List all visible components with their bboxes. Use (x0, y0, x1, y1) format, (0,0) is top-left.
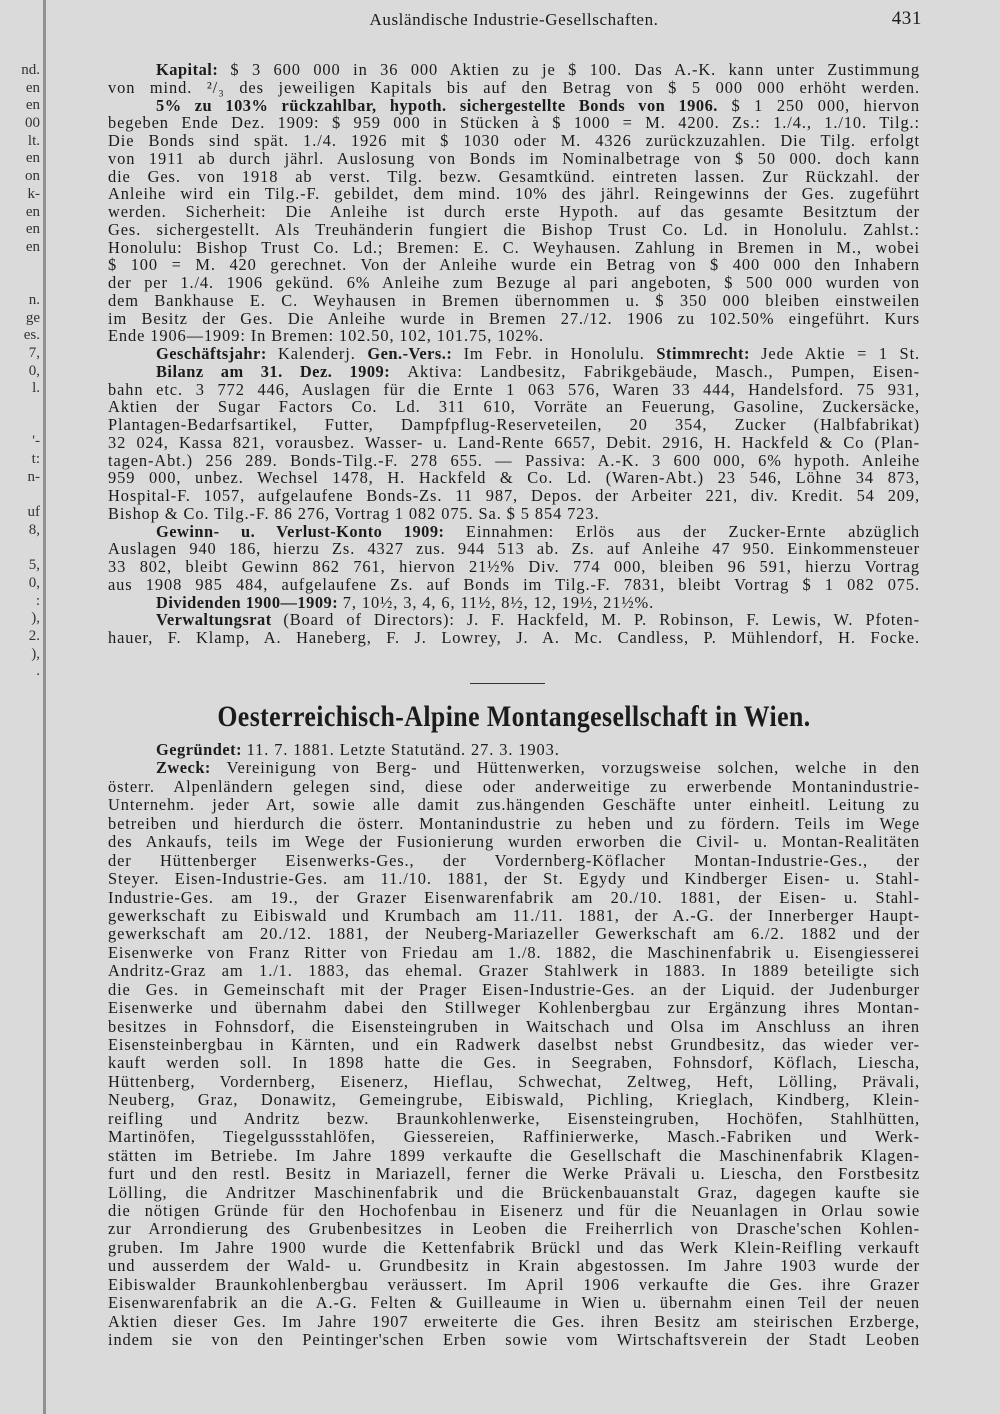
text-run: Auslagen 940 186, hierzu Zs. 4327 zus. 944 513 ab. Zs. auf Anleihe 47 950. Einkommensteuer (108, 539, 920, 559)
margin-fragment: en (25, 221, 40, 238)
margin-fragment: t: (31, 451, 40, 468)
company-entry-continued (108, 61, 920, 647)
text-line (108, 741, 920, 759)
text-run: Unternehm. jeder Art, sowie alle damit zus.hängenden Geschäfte unter einheitl. Leitung zu (108, 795, 920, 815)
text-line (108, 1184, 920, 1202)
text-run: Aktien dieser Ges. Im Jahre 1907 erweiterte die Ges. ihren Besitz am steirischen Erzberge, (108, 1311, 920, 1331)
margin-fragment: ), (31, 645, 40, 662)
text-line (108, 1073, 920, 1091)
text-run: Eisenwerke und übernahm dabei den Stillweger Kohlenbergbau zur Ergänzung ihres Montan- (108, 998, 920, 1018)
text-run: von mind. ²/₃ des jeweiligen Kapitals bis auf den Betrag von $ 5 000 000 erhöht werden. (108, 77, 920, 97)
text-line (108, 1165, 920, 1183)
text-line (108, 132, 920, 150)
text-run: Lölling, die Andritzer Maschinenfabrik und die Brückenbauanstalt Graz, dagegen kaufte sie (108, 1182, 920, 1202)
text-line (108, 833, 920, 851)
field-label: Dividenden 1900—1909: (156, 592, 343, 612)
text-run: Die Bonds sind spät. 1./4. 1926 mit $ 1030 oder M. 4326 zurückzuzahlen. Die Tilg. erfolgt (108, 131, 920, 150)
text-run: 959 000, unbez. Wechsel 1478, H. Hackfeld & Co. Ld. (Waren-Abt.) 23 546, Löhne 34 873, (108, 468, 920, 488)
text-line (108, 1091, 920, 1109)
text-line (108, 185, 920, 203)
text-line (108, 363, 920, 381)
text-run: Bishop & Co. Tilg.-F. 86 276, Vortrag 1 082 075. Sa. $ 5 854 723. (108, 503, 600, 523)
text-line (108, 345, 920, 363)
text-run: tagen-Abt.) 256 289. Bonds-Tilg.-F. 278 655. — Passiva: A.-K. 3 600 000, 6% hypoth. Anleihe (108, 450, 920, 470)
text-run: 33 802, bleibt Gewinn 862 761, hiervon 21½% Div. 774 000, bleiben 96 591, hierzu Vortrag (108, 557, 920, 576)
text-run: hauer, F. Klamp, A. Haneberg, F. J. Lowrey, J. A. Mc. Candless, P. Mühlendorf, H. Focke. (108, 628, 920, 647)
text-run: kauft werden soll. In 1898 hatte die Ges. in Seegraben, Fohnsdorf, Köflach, Liescha, (108, 1053, 920, 1073)
text-line (108, 999, 920, 1017)
text-line (108, 962, 920, 980)
text-run: besitzes in Fohnsdorf, die Eisensteingruben in Waitschach und Olsa im Anschluss an ihren (108, 1016, 920, 1036)
text-line (108, 558, 920, 576)
text-run: betreiben und hierdurch die österr. Montanindustrie zu heben und zu fördern. Teils im Wege (108, 813, 920, 833)
text-line (108, 629, 920, 647)
text-run: 32 024, Kassa 821, vorausbez. Wasser- u. Land-Rente 6657, Debit. 2916, H. Hackfeld & Co (Plan- (108, 432, 920, 452)
margin-fragment (0, 416, 40, 434)
text-run: Jede Aktie = 1 St. (761, 344, 921, 363)
margin-fragment: '- (32, 433, 40, 450)
field-label: Verwaltungsrat (156, 610, 284, 630)
field-label: Geschäftsjahr: (156, 344, 278, 363)
text-line (108, 416, 920, 434)
text-line (108, 1276, 920, 1294)
text-line (108, 1257, 920, 1275)
text-line (108, 398, 920, 416)
text-run: dem Bankhause E. C. Weyhausen in Bremen übernommen u. $ 350 000 bleiben einstweilen (108, 290, 920, 310)
margin-fragment (0, 540, 40, 558)
text-line (108, 203, 920, 221)
text-line (108, 852, 920, 870)
page-number: 431 (891, 8, 922, 29)
text-line (108, 594, 920, 612)
field-label: Stimmrecht: (656, 344, 762, 363)
margin-fragment: n. (28, 291, 40, 308)
margin-fragment: k- (27, 185, 40, 202)
text-line (108, 540, 920, 558)
text-line (108, 452, 920, 470)
text-line (108, 1036, 920, 1054)
margin-fragment: 0, (28, 362, 40, 379)
margin-fragment: 7, (28, 345, 40, 361)
margin-fragment (0, 398, 40, 416)
text-line (108, 1147, 920, 1165)
text-run: des Ankaufs, teils im Wege der Fusionierung wurden erworben die Civil- u. Montan-Realitäten (108, 832, 920, 852)
text-run: begeben Ende Dez. 1909: $ 959 000 in Stücken à $ 1000 = M. 4200. Zs.: 1./4., 1./10. Tilg.: (108, 113, 920, 133)
text-line (108, 79, 920, 97)
text-line (108, 1202, 920, 1220)
field-label: Gewinn- u. Verlust-Konto 1909: (156, 521, 466, 541)
text-line (108, 796, 920, 814)
text-run: die Ges. in Gemeinschaft mit der Prager Eisen-Industrie-Ges. an der Liquid. der Judenburger (108, 979, 920, 999)
text-run: Kalenderj. (278, 344, 368, 363)
text-line (108, 1220, 920, 1238)
text-line (108, 1018, 920, 1036)
text-line (108, 310, 920, 328)
field-label: Gen.-Vers.: (367, 344, 464, 363)
text-line (108, 505, 920, 523)
text-run: furt und den restl. Besitz in Mariazell, ferner die Werke Prävali u. Liescha, den Forstbesitz (108, 1164, 920, 1184)
text-run: Eisenwerke von Franz Ritter von Friedau am 1./8. 1882, die Maschinenfabrik u. Eisengiesserei (108, 942, 920, 962)
text-line (108, 168, 920, 186)
margin-fragment: . (36, 663, 40, 680)
margin-fragment: en (25, 203, 40, 220)
text-line (108, 907, 920, 925)
text-run: österr. Alpenländern gelegen sind, diese oder anderweitige zu erwerbende Montanindustrie- (108, 776, 920, 796)
margin-fragment: : (35, 592, 40, 609)
margin-fragment: en (25, 150, 40, 167)
text-line (108, 114, 920, 132)
text-line (108, 1313, 920, 1331)
text-run: die Ges. von 1918 ab verst. Tilg. bezw. Gesamtkünd. eintreten lassen. Zur Rückzahl. der (108, 166, 920, 186)
margin-fragment (0, 487, 40, 505)
text-line (108, 1294, 920, 1312)
text-run: Ende 1906—1909: In Bremen: 102.50, 102, 101.75, 102%. (108, 326, 545, 346)
running-title: Ausländische Industrie-Gesellschaften. (369, 10, 659, 29)
text-run: Martinöfen, Tiegelgussstahlöfen, Giessereien, Raffinierwerke, Masch.-Fabriken und Werk- (108, 1127, 920, 1147)
margin-fragment: ge (25, 309, 40, 326)
margin-fragment: 0, (28, 574, 40, 591)
text-run: $ 100 = M. 420 gerechnet. Von der Anleihe wurde ein Betrag von $ 400 000 den Inhabern (108, 255, 920, 275)
facing-page-fragments (0, 62, 40, 681)
text-line (108, 981, 920, 999)
text-line (108, 1331, 920, 1349)
margin-fragment: 2. (28, 628, 40, 644)
page-gutter-edge (43, 0, 46, 1414)
margin-fragment: es. (23, 327, 40, 344)
text-run: gruben. Im Jahre 1900 wurde die Kettenfabrik Brückl und das Werk Klein-Reifling verkauft (108, 1237, 920, 1257)
text-run: Aktien der Sugar Factors Co. Ld. 311 610, Vorräte an Feuerung, Gasoline, Zuckersäcke, (108, 397, 920, 417)
margin-fragment: on (25, 168, 40, 185)
text-run: die nötigen Gründe für den Hochofenbau in Eisenerz und für die Neuanlagen in Orlau sowie (108, 1200, 920, 1220)
margin-fragment: ), (31, 610, 40, 627)
text-run: reifling und Andritz bezw. Braunkohlenwerke, Eisensteingruben, Hochöfen, Stahlhütten, (108, 1108, 920, 1128)
text-run: Honolulu: Bishop Trust Co. Ld.; Bremen: E. C. Weyhausen. Zahlung in Bremen in M., wobei (108, 237, 920, 257)
text-line (108, 61, 920, 79)
margin-fragment: nd. (21, 62, 40, 78)
text-run: Industrie-Ges. am 19., der Grazer Eisenwarenfabrik am 20./10. 1881, der Eisen- u. Stahl- (108, 887, 920, 907)
text-line (108, 1110, 920, 1128)
text-line (108, 870, 920, 888)
text-line (108, 925, 920, 943)
text-line (108, 889, 920, 907)
field-label: Zweck: (156, 758, 227, 778)
margin-fragment (0, 257, 40, 275)
text-line (108, 815, 920, 833)
text-run: (Board of Directors): J. F. Hackfeld, M. P. Robinson, F. Lewis, W. Pfoten- (283, 610, 920, 630)
text-run: stätten im Betriebe. Im Jahre 1899 verkaufte die Gesellschaft die Maschinenfabrik Klagen- (108, 1145, 920, 1165)
text-line (108, 97, 920, 115)
text-run: Hospital-F. 1057, aufgelaufene Bonds-Zs. 11 987, Depos. der Arbeiter 221, div. Kredit. 54 209, (108, 486, 920, 505)
margin-fragment: 00 (25, 115, 40, 132)
text-run: Einnahmen: Erlös aus der Zucker-Ernte abzüglich (465, 521, 920, 541)
running-header (108, 8, 920, 32)
field-label: 5% zu 103% rückzahlbar, hypoth. sichergestellte Bonds von 1906. (156, 95, 718, 115)
margin-fragment: uf (27, 504, 40, 521)
text-run: 11. 7. 1881. Letzte Statutänd. 27. 3. 1903. (246, 740, 560, 759)
text-run: gewerkschaft am 20./12. 1881, der Neuberg-Mariazeller Gewerkschaft am 6./2. 1882 und der (108, 924, 920, 944)
text-line (108, 150, 920, 168)
margin-fragment: lt. (27, 132, 40, 149)
text-run: Im Febr. in Honolulu. (463, 344, 657, 363)
field-label: Bilanz am 31. Dez. 1909: (156, 361, 408, 381)
field-label: Gegründet: (156, 740, 247, 759)
text-run: Eibiswalder Braunkohlenbergbau veräussert. Im April 1906 verkaufte die Ges. ihre Grazer (108, 1274, 920, 1294)
text-run: Plantagen-Bedarfsartikel, Futter, Dampfpflug-Reserveteilen, 20 354, Zucker (Halbfabrikat) (108, 415, 920, 434)
text-line (108, 292, 920, 310)
margin-fragment: en (25, 97, 40, 114)
text-run: der per 1./4. 1906 gekünd. 6% Anleihe zum Bezuge al pari angeboten, $ 500 000 wurden von (108, 273, 920, 292)
text-line (108, 221, 920, 239)
margin-fragment: en (25, 79, 40, 96)
text-line (108, 1128, 920, 1146)
text-run: Eisensteinbergbau in Kärnten, und ein Radwerk daselbst nebst Grundbesitz, das wieder ver- (108, 1035, 920, 1054)
margin-fragment (0, 274, 40, 292)
text-run: Aktiva: Landbesitz, Fabrikgebäude, Masch., Pumpen, Eisen- (407, 361, 920, 381)
text-run: $ 3 600 000 in 36 000 Aktien zu je $ 100. Das A.-K. kann unter Zustimmung (230, 60, 920, 79)
text-run: zur Arrondierung des Grubenbesitzes in Leoben die Freiherrlich von Drasche'schen Kohlen- (108, 1219, 920, 1239)
text-run: Andritz-Graz am 1./1. 1883, das ehemal. Grazer Stahlwerk in 1883. In 1889 beteiligte sich (108, 961, 920, 981)
text-line (108, 611, 920, 629)
text-line (108, 256, 920, 274)
margin-fragment: 8, (28, 521, 40, 538)
margin-fragment: 5, (28, 557, 40, 574)
text-run: Neuberg, Graz, Donawitz, Gemeingrube, Eibiswald, Pichling, Krieglach, Kindberg, Klein- (108, 1090, 920, 1110)
text-run: Ges. sichergestellt. Als Treuhänderin fungiert die Bishop Trust Co. Ld. in Honolulu. Zahlst.: (108, 219, 920, 239)
text-run: aus 1908 985 484, aufgelaufene Zs. auf Bonds im Tilg.-F. 7831, bleibt Vortrag $ 1 082 075. (108, 574, 920, 594)
text-run: im Besitz der Ges. Die Anleihe wurde in Bremen 27./12. 1906 zu 102.50% eingeführt. Kurs (108, 308, 920, 328)
section-divider (470, 683, 545, 684)
text-run: und ausserdem der Wald- u. Grundbesitz in Krain abgestossen. Im Jahre 1903 wurde der (108, 1256, 920, 1276)
field-label: Kapital: (156, 60, 231, 79)
text-run: werden. Sicherheit: Die Anleihe ist durch erste Hypoth. auf das gesamte Besitztum der (108, 202, 920, 221)
text-line (108, 434, 920, 452)
text-line (108, 469, 920, 487)
text-line (108, 327, 920, 345)
text-run: der Hüttenberger Eisenwerks-Ges., der Vordernberg-Köflacher Montan-Industrie-Ges., der (108, 850, 920, 870)
text-run: bahn etc. 3 772 446, Auslagen für die Ernte 1 063 576, Waren 33 444, Handelsford. 75 931, (108, 379, 920, 399)
text-line (108, 239, 920, 257)
text-line (108, 1239, 920, 1257)
text-run: Anleihe wird ein Tilg.-F. gebildet, dem mind. 10% des jährl. Reingewinns der Ges. zugeführt (108, 184, 920, 204)
text-run: Steyer. Eisen-Industrie-Ges. am 11./10. 1881, der St. Egydy und Kindberger Eisen- u. Stahl- (108, 869, 920, 889)
margin-fragment: en (25, 238, 40, 255)
text-line (108, 487, 920, 505)
margin-fragment: l. (32, 380, 40, 397)
text-line (108, 944, 920, 962)
company-heading: Oesterreichisch-Alpine Montangesellschaft in Wien. (217, 700, 811, 733)
text-run: gewerkschaft zu Eibiswald und Krumbach am 11./11. 1881, der A.-G. der Innerberger Haupt- (108, 905, 920, 925)
text-run: Vereinigung von Berg- und Hüttenwerken, vorzugsweise solchen, welche in den (226, 758, 920, 778)
text-line (108, 523, 920, 541)
text-run: Hüttenberg, Vordernberg, Eisenerz, Hieflau, Schwechat, Zeltweg, Heft, Lölling, Prävali, (108, 1071, 920, 1091)
text-run: $ 1 250 000, hiervon (717, 95, 921, 115)
text-line (108, 1054, 920, 1072)
text-line (108, 381, 920, 399)
text-run: Eisenwarenfabrik an die A.-G. Felten & Guilleaume in Wien u. übernahm einen Teil der neuen (108, 1293, 920, 1313)
text-line (108, 759, 920, 777)
text-run: indem sie von den Peintinger'schen Erben sowie vom Wirtschaftsverein der Stadt Leoben (108, 1330, 920, 1349)
margin-fragment: n- (27, 468, 40, 485)
text-line (108, 576, 920, 594)
company-entry-oesterreichisch-alpine (108, 741, 920, 1349)
text-run: von 1911 ab durch jährl. Auslosung von Bonds im Nominalbetrage von $ 50 000. doch kann (108, 148, 920, 168)
text-line (108, 778, 920, 796)
text-line (108, 274, 920, 292)
text-run: 7, 10½, 3, 4, 6, 11½, 8½, 12, 19½, 21½%. (342, 592, 655, 612)
